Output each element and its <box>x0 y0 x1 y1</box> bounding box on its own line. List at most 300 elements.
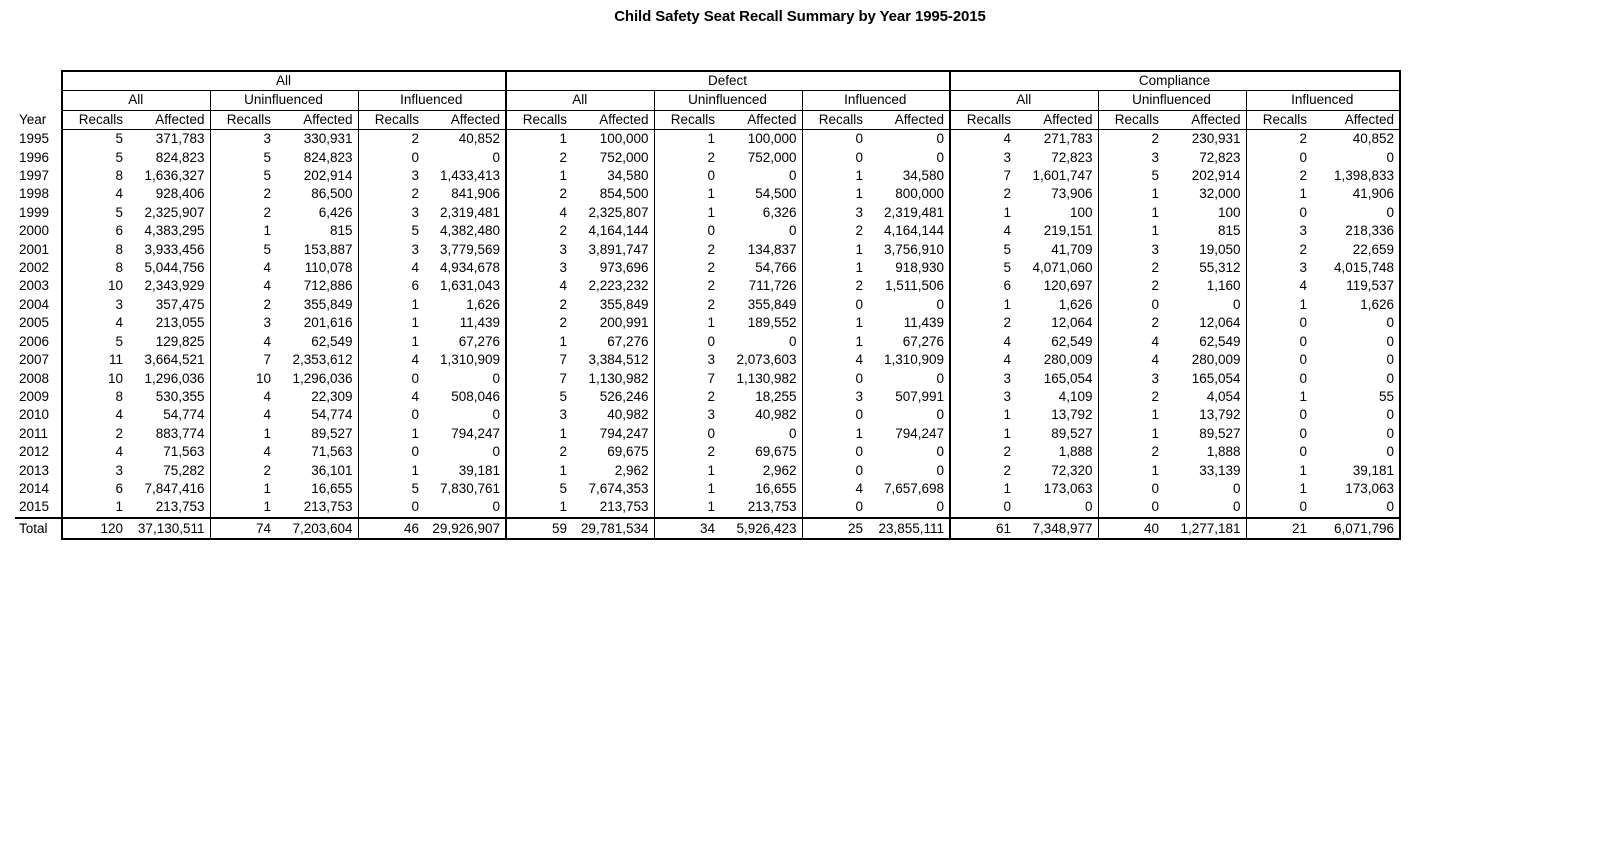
table-cell: 0 <box>868 498 950 517</box>
table-cell: 1 <box>855 186 863 202</box>
table-cell: 89,527 <box>1016 425 1098 443</box>
table-cell: 119,537 <box>1312 277 1400 295</box>
header-all-inf-affected: Affected <box>424 110 506 129</box>
table-cell: 2 <box>1151 315 1159 331</box>
table-cell: 2,319,481 <box>868 204 950 222</box>
table-cell: 72,823 <box>1164 149 1246 167</box>
table-cell: 0 <box>1151 296 1159 312</box>
total-cell: 74 <box>210 518 276 539</box>
table-cell: 189,552 <box>720 314 802 332</box>
table-cell: 0 <box>855 407 863 423</box>
table-cell: 0 <box>868 406 950 424</box>
table-cell: 0 <box>1312 351 1400 369</box>
table-cell: 507,991 <box>868 388 950 406</box>
table-cell: 1 <box>62 498 128 517</box>
table-cell: 8 <box>62 259 128 277</box>
table-cell: 54,500 <box>720 185 802 203</box>
table-cell: 2,353,612 <box>276 351 358 369</box>
table-cell: 6 <box>62 222 128 240</box>
header-all-uninf-affected: Affected <box>276 110 358 129</box>
row-year: 2009 <box>19 388 50 404</box>
table-cell: 18,255 <box>720 388 802 406</box>
table-cell: 0 <box>855 131 863 147</box>
table-cell: 1 <box>1151 186 1159 202</box>
table-cell: 3 <box>855 204 863 220</box>
table-cell: 0 <box>868 443 950 461</box>
table-cell: 2,073,603 <box>720 351 802 369</box>
table-cell: 2 <box>707 149 715 165</box>
table-cell: 0 <box>1312 333 1400 351</box>
table-cell: 918,930 <box>868 259 950 277</box>
table-cell: 1 <box>559 462 567 478</box>
row-year: 2015 <box>19 499 50 515</box>
row-year: 2010 <box>19 407 50 423</box>
table-cell: 89,527 <box>1164 425 1246 443</box>
table-cell: 5,044,756 <box>128 259 210 277</box>
table-row <box>15 333 1400 351</box>
table-cell: 0 <box>720 167 802 185</box>
table-cell: 815 <box>1164 222 1246 240</box>
table-cell: 3,933,456 <box>128 241 210 259</box>
table-cell: 854,500 <box>572 185 654 203</box>
table-cell: 6 <box>62 480 128 498</box>
table-cell: 0 <box>411 370 419 386</box>
table-cell: 0 <box>424 498 506 517</box>
table-cell: 213,753 <box>572 498 654 517</box>
table-row <box>15 480 1400 498</box>
table-cell: 1 <box>1151 223 1159 239</box>
table-cell: 712,886 <box>276 277 358 295</box>
header-all-uninf-recalls: Recalls <box>210 110 276 129</box>
subgroup-defect-uninfluenced: Uninfluenced <box>654 91 802 110</box>
table-cell: 34,580 <box>572 167 654 185</box>
table-cell: 2 <box>559 149 567 165</box>
table-cell: 3,891,747 <box>572 241 654 259</box>
table-cell: 3 <box>707 407 715 423</box>
total-cell: 61 <box>950 518 1016 539</box>
table-cell: 55,312 <box>1164 259 1246 277</box>
table-cell: 2 <box>707 444 715 460</box>
table-cell: 0 <box>1312 149 1400 167</box>
table-row <box>15 185 1400 203</box>
table-cell: 0 <box>411 444 419 460</box>
table-cell: 1 <box>411 296 419 312</box>
table-cell: 2 <box>1299 168 1307 184</box>
table-cell: 3 <box>707 352 715 368</box>
table-cell: 4 <box>263 407 271 423</box>
row-year: 2004 <box>19 296 50 312</box>
table-cell: 530,355 <box>128 388 210 406</box>
table-cell: 824,823 <box>276 149 358 167</box>
table-cell: 5 <box>411 480 419 496</box>
table-cell: 1 <box>263 425 271 441</box>
table-cell: 0 <box>868 130 950 149</box>
table-cell: 1 <box>559 425 567 441</box>
table-cell: 2,223,232 <box>572 277 654 295</box>
table-cell: 6,326 <box>720 204 802 222</box>
table-cell: 19,050 <box>1164 241 1246 259</box>
table-cell: 3 <box>62 296 128 314</box>
group-header-defect: Defect <box>506 71 950 91</box>
table-cell: 62,549 <box>1164 333 1246 351</box>
table-cell: 7 <box>559 370 567 386</box>
row-year: 2012 <box>19 444 50 460</box>
table-cell: 2 <box>1299 241 1307 257</box>
table-cell: 13,792 <box>1016 406 1098 424</box>
table-cell: 11 <box>62 351 128 369</box>
table-cell: 7 <box>263 352 271 368</box>
table-cell: 1,888 <box>1164 443 1246 461</box>
table-cell: 62,549 <box>1016 333 1098 351</box>
table-cell: 73,906 <box>1016 185 1098 203</box>
table-cell: 5 <box>62 333 128 351</box>
table-row <box>15 130 1400 149</box>
table-cell: 330,931 <box>276 130 358 149</box>
total-cell: 7,203,604 <box>276 518 358 539</box>
table-row <box>15 462 1400 480</box>
table-cell: 3 <box>1003 370 1011 386</box>
table-cell: 0 <box>1312 314 1400 332</box>
table-cell: 0 <box>411 149 419 165</box>
table-cell: 202,914 <box>1164 167 1246 185</box>
table-cell: 0 <box>1151 480 1159 496</box>
table-cell: 100,000 <box>572 130 654 149</box>
table-cell: 0 <box>1164 296 1246 314</box>
table-cell: 0 <box>1299 370 1307 386</box>
table-cell: 1 <box>1299 186 1307 202</box>
table-cell: 2 <box>1151 278 1159 294</box>
table-cell: 2 <box>411 186 419 202</box>
table-cell: 928,406 <box>128 185 210 203</box>
table-cell: 22,659 <box>1312 241 1400 259</box>
row-year: 1997 <box>19 168 50 184</box>
table-cell: 2,962 <box>720 462 802 480</box>
total-cell: 40 <box>1098 518 1164 539</box>
table-cell: 355,849 <box>276 296 358 314</box>
table-cell: 1 <box>1299 480 1307 496</box>
header-compliance-inf-affected: Affected <box>1312 110 1400 129</box>
table-cell: 16,655 <box>276 480 358 498</box>
table-cell: 2 <box>62 425 128 443</box>
table-cell: 2 <box>559 223 567 239</box>
table-cell: 1 <box>707 131 715 147</box>
table-cell: 824,823 <box>128 149 210 167</box>
total-cell: 120 <box>62 518 128 539</box>
total-label: Total <box>15 518 62 539</box>
table-cell: 0 <box>424 443 506 461</box>
table-cell: 72,320 <box>1016 462 1098 480</box>
table-row <box>15 406 1400 424</box>
table-cell: 1 <box>263 480 271 496</box>
table-cell: 67,276 <box>424 333 506 351</box>
table-row <box>15 167 1400 185</box>
table-cell: 1,130,982 <box>720 370 802 388</box>
table-cell: 355,849 <box>572 296 654 314</box>
table-cell: 4 <box>559 204 567 220</box>
header-spacer-corner-2 <box>15 91 62 110</box>
row-year: 2002 <box>19 260 50 276</box>
table-cell: 1 <box>1003 204 1011 220</box>
subgroup-all-all: All <box>62 91 210 110</box>
table-cell: 4,164,144 <box>572 222 654 240</box>
table-cell: 7 <box>707 370 715 386</box>
table-cell: 4 <box>263 260 271 276</box>
table-cell: 2 <box>1003 444 1011 460</box>
table-cell: 1 <box>1003 407 1011 423</box>
table-cell: 11,439 <box>868 314 950 332</box>
table-cell: 201,616 <box>276 314 358 332</box>
header-defect-uninf-recalls: Recalls <box>654 110 720 129</box>
table-cell: 1,296,036 <box>276 370 358 388</box>
table-cell: 1 <box>1151 462 1159 478</box>
table-cell: 3 <box>263 315 271 331</box>
table-cell: 54,774 <box>276 406 358 424</box>
table-cell: 1,310,909 <box>868 351 950 369</box>
table-cell: 5 <box>263 241 271 257</box>
table-cell: 8 <box>62 241 128 259</box>
table-cell: 1 <box>1299 388 1307 404</box>
table-cell: 2 <box>263 296 271 312</box>
subgroup-defect-all: All <box>506 91 654 110</box>
table-cell: 1 <box>1151 204 1159 220</box>
header-year: Year <box>19 111 47 127</box>
table-cell: 280,009 <box>1164 351 1246 369</box>
table-cell: 0 <box>707 333 715 349</box>
table-cell: 4 <box>263 333 271 349</box>
table-row <box>15 204 1400 222</box>
header-compliance-uninf-recalls: Recalls <box>1098 110 1164 129</box>
table-cell: 1 <box>263 223 271 239</box>
table-cell: 0 <box>424 370 506 388</box>
table-cell: 0 <box>411 407 419 423</box>
table-cell: 86,500 <box>276 185 358 203</box>
table-cell: 4 <box>855 352 863 368</box>
table-cell: 711,726 <box>720 277 802 295</box>
table-cell: 39,181 <box>424 462 506 480</box>
table-cell: 0 <box>868 149 950 167</box>
table-cell: 3,384,512 <box>572 351 654 369</box>
table-cell: 219,151 <box>1016 222 1098 240</box>
table-cell: 6 <box>411 278 419 294</box>
table-cell: 2,325,807 <box>572 204 654 222</box>
header-all-all-recalls: Recalls <box>62 110 128 129</box>
table-cell: 508,046 <box>424 388 506 406</box>
table-cell: 1 <box>855 241 863 257</box>
subgroup-compliance-all: All <box>950 91 1098 110</box>
table-cell: 129,825 <box>128 333 210 351</box>
subgroup-compliance-influenced: Influenced <box>1246 91 1400 110</box>
table-cell: 2 <box>707 278 715 294</box>
table-cell: 0 <box>1312 204 1400 222</box>
table-cell: 33,139 <box>1164 462 1246 480</box>
table-cell: 2 <box>1003 315 1011 331</box>
table-cell: 4,054 <box>1164 388 1246 406</box>
table-cell: 0 <box>1299 352 1307 368</box>
table-cell: 41,906 <box>1312 185 1400 203</box>
table-cell: 2,325,907 <box>128 204 210 222</box>
table-cell: 4 <box>62 185 128 203</box>
table-cell: 0 <box>868 462 950 480</box>
table-cell: 213,055 <box>128 314 210 332</box>
table-cell: 4,382,480 <box>424 222 506 240</box>
header-all-all-affected: Affected <box>128 110 210 129</box>
table-cell: 1,626 <box>1312 296 1400 314</box>
table-cell: 5 <box>411 223 419 239</box>
table-cell: 72,823 <box>1016 149 1098 167</box>
table-cell: 5 <box>263 149 271 165</box>
table-cell: 1 <box>411 425 419 441</box>
table-cell: 0 <box>424 406 506 424</box>
total-cell: 29,926,907 <box>424 518 506 539</box>
row-year: 1998 <box>19 186 50 202</box>
table-cell: 1,130,982 <box>572 370 654 388</box>
table-body <box>15 130 1400 518</box>
table-cell: 4 <box>263 278 271 294</box>
table-cell: 0 <box>1299 149 1307 165</box>
table-cell: 2,343,929 <box>128 277 210 295</box>
table-cell: 1 <box>855 260 863 276</box>
table-cell: 213,753 <box>276 498 358 517</box>
table-cell: 10 <box>255 370 271 386</box>
table-cell: 0 <box>1299 204 1307 220</box>
table-cell: 1,398,833 <box>1312 167 1400 185</box>
table-cell: 2 <box>1003 186 1011 202</box>
table-cell: 0 <box>1246 498 1312 517</box>
total-row <box>15 518 1400 539</box>
table-cell: 5 <box>62 149 128 167</box>
table-cell: 1,296,036 <box>128 370 210 388</box>
table-cell: 1 <box>210 498 276 517</box>
table-row <box>15 296 1400 314</box>
group-header-compliance: Compliance <box>950 71 1400 91</box>
table-cell: 62,549 <box>276 333 358 351</box>
table-cell: 120,697 <box>1016 277 1098 295</box>
table-cell: 1,511,506 <box>868 277 950 295</box>
total-cell: 37,130,511 <box>128 518 210 539</box>
total-cell: 25 <box>802 518 868 539</box>
table-cell: 55 <box>1312 388 1400 406</box>
table-cell: 3 <box>855 388 863 404</box>
table-cell: 794,247 <box>572 425 654 443</box>
total-cell: 5,926,423 <box>720 518 802 539</box>
table-cell: 1 <box>411 333 419 349</box>
table-cell: 89,527 <box>276 425 358 443</box>
table-cell: 4 <box>1003 352 1011 368</box>
header-compliance-all-recalls: Recalls <box>950 110 1016 129</box>
table-cell: 0 <box>1312 370 1400 388</box>
table-header <box>15 71 1400 130</box>
table-cell: 8 <box>62 167 128 185</box>
table-cell: 34,580 <box>868 167 950 185</box>
table-cell: 0 <box>720 425 802 443</box>
table-cell: 100 <box>1164 204 1246 222</box>
recall-summary-table <box>15 70 1401 540</box>
table-cell: 2,962 <box>572 462 654 480</box>
table-cell: 7,847,416 <box>128 480 210 498</box>
row-year: 1995 <box>19 130 50 146</box>
header-spacer-corner <box>15 71 62 91</box>
table-cell: 2 <box>707 241 715 257</box>
table-cell: 36,101 <box>276 462 358 480</box>
table-cell: 40,982 <box>720 406 802 424</box>
table-cell: 1 <box>855 333 863 349</box>
table-cell: 1 <box>411 462 419 478</box>
table-cell: 1 <box>707 204 715 220</box>
table-cell: 3 <box>411 204 419 220</box>
table-cell: 54,774 <box>128 406 210 424</box>
table-cell: 1 <box>707 462 715 478</box>
table-cell: 40,852 <box>1312 130 1400 149</box>
table-cell: 0 <box>1098 498 1164 517</box>
table-cell: 1 <box>1003 480 1011 496</box>
header-defect-all-recalls: Recalls <box>506 110 572 129</box>
table-cell: 752,000 <box>572 149 654 167</box>
table-cell: 3 <box>559 260 567 276</box>
total-cell: 46 <box>358 518 424 539</box>
recall-table-container <box>15 70 1575 540</box>
table-cell: 4,164,144 <box>868 222 950 240</box>
table-cell: 5 <box>1003 241 1011 257</box>
table-cell: 0 <box>358 498 424 517</box>
table-cell: 0 <box>1164 480 1246 498</box>
table-cell: 371,783 <box>128 130 210 149</box>
table-cell: 1 <box>1151 407 1159 423</box>
table-cell: 1 <box>855 315 863 331</box>
table-cell: 1 <box>1003 425 1011 441</box>
row-year: 2014 <box>19 480 50 496</box>
table-row <box>15 277 1400 295</box>
group-header-all: All <box>62 71 506 91</box>
table-cell: 271,783 <box>1016 130 1098 149</box>
table-cell: 0 <box>855 149 863 165</box>
table-cell: 7,657,698 <box>868 480 950 498</box>
subgroup-compliance-uninfluenced: Uninfluenced <box>1098 91 1246 110</box>
table-cell: 12,064 <box>1164 314 1246 332</box>
table-cell: 2 <box>1151 131 1159 147</box>
table-row <box>15 425 1400 443</box>
table-cell: 69,675 <box>720 443 802 461</box>
table-cell: 2 <box>1003 462 1011 478</box>
table-cell: 0 <box>1164 498 1246 517</box>
table-cell: 1 <box>506 498 572 517</box>
table-cell: 4,383,295 <box>128 222 210 240</box>
table-cell: 2,319,481 <box>424 204 506 222</box>
table-cell: 4 <box>62 443 128 461</box>
table-cell: 7,830,761 <box>424 480 506 498</box>
table-cell: 2 <box>1151 260 1159 276</box>
table-cell: 3 <box>1003 149 1011 165</box>
table-cell: 2 <box>559 444 567 460</box>
row-year: 2013 <box>19 462 50 478</box>
table-cell: 800,000 <box>868 185 950 203</box>
table-cell: 3 <box>1151 149 1159 165</box>
table-cell: 2 <box>263 462 271 478</box>
table-cell: 752,000 <box>720 149 802 167</box>
total-cell: 23,855,111 <box>868 518 950 539</box>
table-cell: 357,475 <box>128 296 210 314</box>
table-cell: 22,309 <box>276 388 358 406</box>
table-cell: 4 <box>1151 333 1159 349</box>
table-cell: 4,109 <box>1016 388 1098 406</box>
table-row <box>15 149 1400 167</box>
table-cell: 6 <box>1003 278 1011 294</box>
table-row <box>15 388 1400 406</box>
table-row <box>15 370 1400 388</box>
table-cell: 2 <box>559 315 567 331</box>
table-cell: 100,000 <box>720 130 802 149</box>
total-cell: 59 <box>506 518 572 539</box>
table-cell: 1 <box>1151 425 1159 441</box>
